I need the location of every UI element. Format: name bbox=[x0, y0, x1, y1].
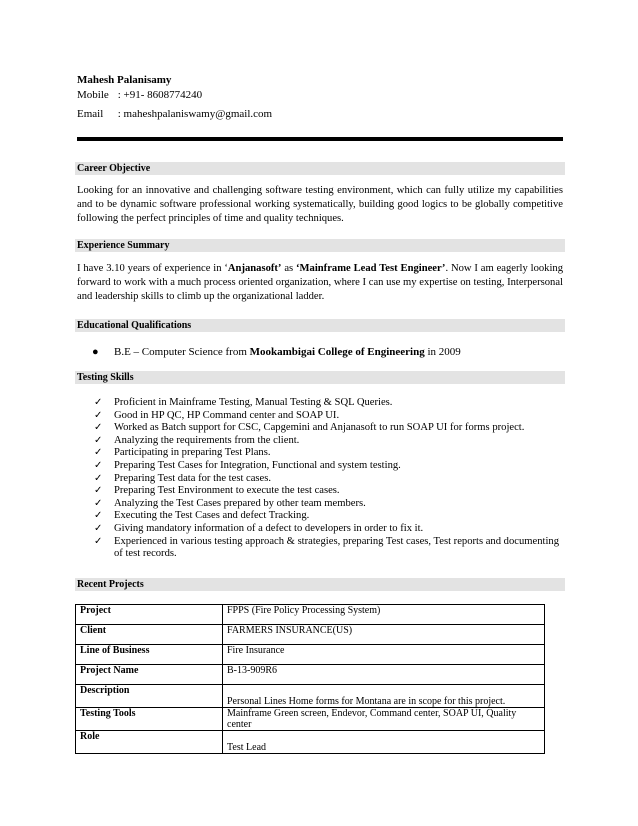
career-objective-heading: Career Objective bbox=[75, 162, 565, 175]
table-row bbox=[76, 685, 545, 708]
checkmark-icon: ✓ bbox=[94, 522, 103, 534]
list-item bbox=[94, 498, 564, 511]
row-key: Project Name bbox=[76, 665, 223, 685]
candidate-name: Mahesh Palanisamy bbox=[77, 74, 172, 86]
education-text-b: in 2009 bbox=[424, 346, 461, 358]
row-value: FARMERS INSURANCE(US) bbox=[223, 625, 545, 645]
checkmark-icon: ✓ bbox=[94, 397, 103, 408]
row-value: Test Lead bbox=[223, 731, 545, 754]
email-value: : maheshpalaniswamy@gmail.com bbox=[117, 108, 273, 120]
row-value: Personal Lines Home forms for Montana are in scope for this project. bbox=[223, 685, 545, 708]
checkmark-icon: ✓ bbox=[94, 497, 103, 509]
list-item bbox=[94, 397, 564, 410]
checkmark-icon: ✓ bbox=[94, 472, 103, 484]
company-name: Anjanasoft’ bbox=[227, 263, 282, 274]
row-key: Description bbox=[76, 685, 223, 708]
skill-text: Preparing Test Environment to execute the test cases. bbox=[114, 485, 340, 497]
header-divider bbox=[77, 137, 563, 141]
email-label: Email bbox=[77, 108, 104, 120]
bullet-icon: ● bbox=[92, 346, 99, 358]
skill-text: Participating in preparing Test Plans. bbox=[114, 447, 271, 459]
row-value: FPPS (Fire Policy Processing System) bbox=[223, 605, 545, 625]
list-item bbox=[94, 435, 564, 448]
row-key: Project bbox=[76, 605, 223, 625]
list-item bbox=[94, 410, 564, 423]
education-heading: Educational Qualifications bbox=[75, 319, 565, 332]
checkmark-icon: ✓ bbox=[94, 510, 103, 522]
mobile-label: Mobile bbox=[77, 89, 109, 101]
skill-text: Good in HP QC, HP Command center and SOAP UI. bbox=[114, 409, 340, 421]
row-value: B-13-909R6 bbox=[223, 665, 545, 685]
skill-text: Worked as Batch support for CSC, Capgemini and Anjanasoft to run SOAP UI for forms project. bbox=[114, 422, 525, 434]
education-item bbox=[92, 346, 461, 358]
list-item bbox=[94, 485, 564, 498]
experience-summary-text bbox=[77, 262, 563, 304]
skill-text: Proficient in Mainframe Testing, Manual Testing & SQL Queries. bbox=[114, 397, 393, 408]
table-row bbox=[76, 625, 545, 645]
table-row bbox=[76, 605, 545, 625]
checkmark-icon: ✓ bbox=[94, 535, 103, 547]
mobile-line bbox=[77, 89, 202, 101]
checkmark-icon: ✓ bbox=[94, 422, 103, 434]
checkmark-icon: ✓ bbox=[94, 409, 103, 421]
skill-text: Preparing Test data for the test cases. bbox=[114, 472, 272, 484]
table-row bbox=[76, 708, 545, 731]
job-role: ‘Mainframe Lead Test Engineer’ bbox=[296, 263, 446, 274]
skill-text: Executing the Test Cases and defect Tracking. bbox=[114, 510, 310, 522]
experience-summary-heading: Experience Summary bbox=[75, 239, 565, 252]
experience-text-c: . Now I am eagerly looking forward to work with a much process oriented organization, where I can use my expertise on testing, Interpersonal and leadership skills to climb up the organizational ladder. bbox=[77, 263, 563, 302]
skill-text: Preparing Test Cases for Integration, Functional and system testing. bbox=[114, 459, 401, 471]
row-key: Line of Business bbox=[76, 645, 223, 665]
email-line bbox=[77, 108, 272, 120]
row-key: Client bbox=[76, 625, 223, 645]
skill-text: Giving mandatory information of a defect to developers in order to fix it. bbox=[114, 522, 424, 534]
experience-text-b: as bbox=[281, 263, 297, 274]
testing-skills-heading: Testing Skills bbox=[75, 371, 565, 384]
experience-text-a: I have 3.10 years of experience in ‘ bbox=[77, 263, 228, 274]
list-item bbox=[94, 510, 564, 523]
list-item bbox=[94, 422, 564, 435]
career-objective-text: Looking for an innovative and challenging software testing environment, which can fully utilize my capabilities and to be dynamic software professional working systematically, building good logics to be globally competitive following the perfect principles of time and quality techniques. bbox=[77, 185, 563, 224]
checkmark-icon: ✓ bbox=[94, 485, 103, 497]
skill-text: Analyzing the requirements from the client. bbox=[114, 434, 300, 446]
recent-projects-heading: Recent Projects bbox=[75, 578, 565, 591]
row-value: Fire Insurance bbox=[223, 645, 545, 665]
skill-text: Experienced in various testing approach & strategies, preparing Test cases, Test reports and documenting of test records. bbox=[114, 535, 559, 560]
list-item bbox=[94, 460, 564, 473]
testing-skills-list bbox=[94, 397, 564, 561]
checkmark-icon: ✓ bbox=[94, 447, 103, 459]
skill-text: Analyzing the Test Cases prepared by other team members. bbox=[114, 497, 366, 509]
table-row bbox=[76, 665, 545, 685]
row-value: Mainframe Green screen, Endevor, Command center, SOAP UI, Quality center bbox=[223, 708, 545, 731]
mobile-value: : +91- 8608774240 bbox=[117, 89, 203, 101]
college-name: Mookambigai College of Engineering bbox=[249, 346, 425, 358]
checkmark-icon: ✓ bbox=[94, 459, 103, 471]
project-table bbox=[75, 604, 545, 754]
list-item bbox=[94, 473, 564, 486]
list-item bbox=[94, 447, 564, 460]
row-key: Role bbox=[76, 731, 223, 754]
table-row bbox=[76, 731, 545, 754]
table-row bbox=[76, 645, 545, 665]
row-key: Testing Tools bbox=[76, 708, 223, 731]
checkmark-icon: ✓ bbox=[94, 434, 103, 446]
list-item bbox=[94, 536, 564, 561]
education-text-a: B.E – Computer Science from bbox=[114, 346, 250, 358]
list-item bbox=[94, 523, 564, 536]
